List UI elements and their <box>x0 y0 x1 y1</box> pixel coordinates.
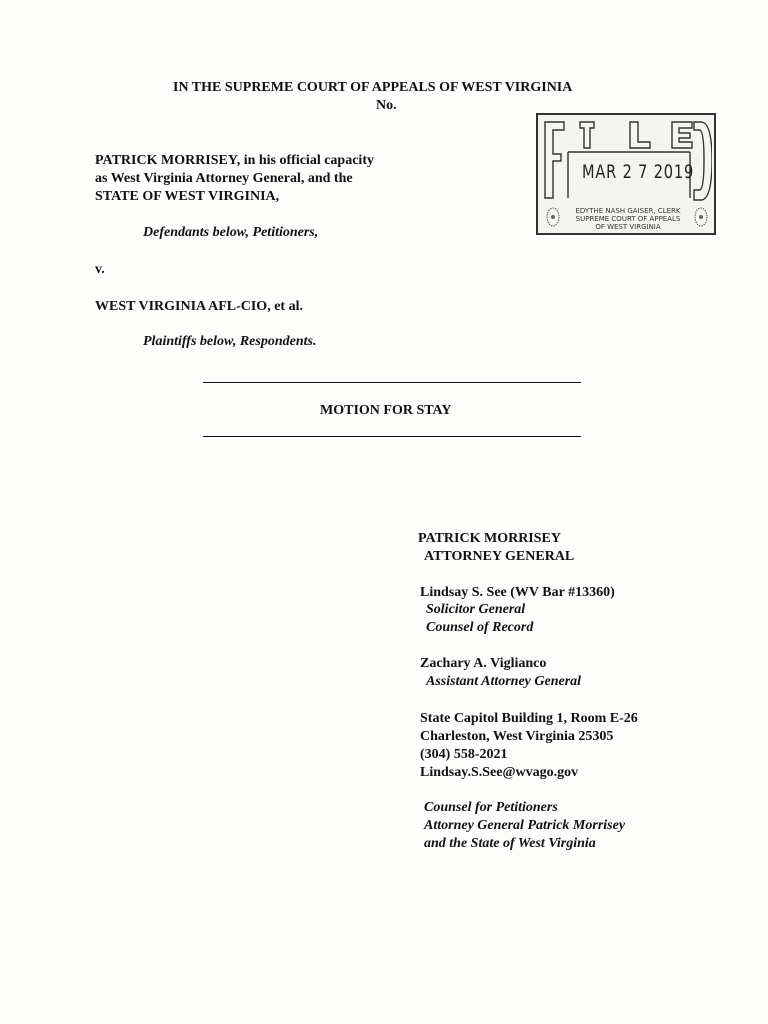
attorney1-title-2: Counsel of Record <box>426 620 534 635</box>
attorney1-title-1: Solicitor General <box>426 602 526 617</box>
case-number-label: No. <box>376 98 397 113</box>
court-heading: IN THE SUPREME COURT OF APPEALS OF WEST VIRGINIA <box>173 80 573 95</box>
petitioner-line-3: STATE OF WEST VIRGINIA, <box>95 189 280 204</box>
filed-stamp <box>536 113 716 235</box>
attorney1-name: Lindsay S. See (WV Bar #13360) <box>420 585 615 600</box>
ag-name: PATRICK MORRISEY <box>418 531 561 546</box>
filed-date: MAR 2 7 2019 <box>582 161 695 183</box>
respondent-role: Plaintiffs below, Respondents. <box>143 334 317 349</box>
address-line-1: State Capitol Building 1, Room E-26 <box>420 711 638 726</box>
petitioner-role: Defendants below, Petitioners, <box>143 225 319 240</box>
versus: v. <box>95 262 105 277</box>
attorney2-title: Assistant Attorney General <box>426 674 582 689</box>
counsel-for-line-3: and the State of West Virginia <box>424 836 596 851</box>
email-address: Lindsay.S.See@wvago.gov <box>420 765 579 780</box>
counsel-for-line-1: Counsel for Petitioners <box>424 800 558 815</box>
address-line-2: Charleston, West Virginia 25305 <box>420 729 614 744</box>
seal-icon <box>694 207 708 227</box>
petitioner-line-1: PATRICK MORRISEY, in his official capacity <box>95 153 374 168</box>
clerk-line-2: SUPREME COURT OF APPEALS <box>575 215 681 223</box>
respondent-name: WEST VIRGINIA AFL-CIO, et al. <box>95 299 303 314</box>
attorney2-name: Zachary A. Viglianco <box>420 656 547 671</box>
petitioner-line-2: as West Virginia Attorney General, and the <box>95 171 353 186</box>
phone-number: (304) 558-2021 <box>420 747 508 762</box>
title-rule-top <box>203 382 581 383</box>
seal-icon <box>546 207 560 227</box>
clerk-block <box>568 207 688 231</box>
document-title: MOTION FOR STAY <box>320 403 452 418</box>
clerk-line-3: OF WEST VIRGINIA <box>595 223 661 231</box>
counsel-for-line-2: Attorney General Patrick Morrisey <box>424 818 626 833</box>
ag-title: ATTORNEY GENERAL <box>424 549 575 564</box>
clerk-line-1: EDYTHE NASH GAISER, CLERK <box>575 207 681 215</box>
title-rule-bottom <box>203 436 581 437</box>
